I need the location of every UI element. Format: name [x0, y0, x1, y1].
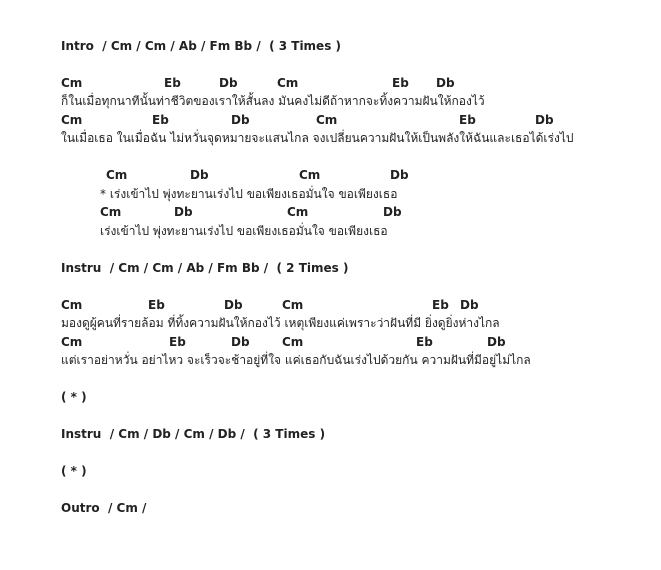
- chord-label: Db: [487, 335, 506, 349]
- chord-label: Cm: [61, 113, 83, 127]
- chord-label: Cm: [61, 76, 83, 90]
- chord-label: Eb: [148, 298, 165, 312]
- verse1-line1-chords: [0, 76, 661, 90]
- chord-label: Cm: [282, 335, 304, 349]
- verse1-line2-lyric: ในเมื่อเธอ ในเมื่อฉัน ไม่หวั่นจุดหมายจะแสนไกล จงเปลี่ยนความฝันให้เป็นพลังให้ฉันและเธอได้เร่งไป: [61, 131, 574, 145]
- chord-label: Db: [231, 113, 250, 127]
- verse2-line2-lyric: แต่เราอย่าหวั่น อย่าไหว จะเร็วจะช้าอยู่ที่ใจ แค่เธอกับฉันเร่งไปด้วยกัน ความฝันที่มีอยู่ไม่ไกล: [61, 353, 531, 367]
- chord-label: Eb: [432, 298, 449, 312]
- chord-label: Cm: [299, 168, 321, 182]
- chorus-line2-lyric: เร่งเข้าไป พุ่งทะยานเร่งไป ขอเพียงเธอมั่นใจ ขอเพียงเธอ: [100, 224, 388, 238]
- chord-label: Cm: [61, 298, 83, 312]
- chorus-line1-lyric: * เร่งเข้าไป พุ่งทะยานเร่งไป ขอเพียงเธอมั่นใจ ขอเพียงเธอ: [100, 187, 398, 201]
- instru1-line: Instru / Cm / Cm / Ab / Fm Bb / ( 2 Times ): [61, 261, 349, 275]
- chord-label: Db: [231, 335, 250, 349]
- instru2-line: Instru / Cm / Db / Cm / Db / ( 3 Times ): [61, 427, 326, 441]
- verse2-line2-chords: [0, 335, 661, 349]
- chorus-repeat-marker-2: ( * ): [61, 464, 87, 478]
- chord-label: Db: [190, 168, 209, 182]
- outro-line: Outro / Cm /: [61, 501, 147, 515]
- chord-label: Cm: [287, 205, 309, 219]
- chord-label: Db: [224, 298, 243, 312]
- verse1-line1-lyric: ก็ในเมื่อทุกนาทีนั้นท่าชีวิตของเราให้สั้นลง มันคงไม่ดีถ้าหากจะทิ้งความฝันให้กองไว้: [61, 94, 485, 108]
- chord-label: Eb: [152, 113, 169, 127]
- chord-label: Db: [436, 76, 455, 90]
- chord-label: Db: [219, 76, 238, 90]
- intro-line: Intro / Cm / Cm / Ab / Fm Bb / ( 3 Times ): [61, 39, 342, 53]
- chord-label: Eb: [392, 76, 409, 90]
- verse1-line2-chords: [0, 113, 661, 127]
- chorus-line2-chords: [0, 205, 661, 219]
- chord-label: Eb: [416, 335, 433, 349]
- chord-label: Eb: [164, 76, 181, 90]
- chord-label: Db: [390, 168, 409, 182]
- chord-label: Cm: [282, 298, 304, 312]
- chord-label: Cm: [61, 335, 83, 349]
- verse2-line1-chords: [0, 298, 661, 312]
- chord-label: Db: [383, 205, 402, 219]
- chord-label: Cm: [277, 76, 299, 90]
- chorus-repeat-marker: ( * ): [61, 390, 87, 404]
- verse2-line1-lyric: มองดูผู้คนที่รายล้อม ที่ทิ้งความฝันให้กองไว้ เหตุเพียงแค่เพราะว่าฝันที่มี ยิ่งดูยิ่งห่างไกล: [61, 316, 500, 330]
- chord-label: Cm: [316, 113, 338, 127]
- chorus-line1-chords: [0, 168, 661, 182]
- chord-label: Db: [460, 298, 479, 312]
- chord-label: Eb: [459, 113, 476, 127]
- chord-label: Eb: [169, 335, 186, 349]
- chord-label: Db: [535, 113, 554, 127]
- chord-label: Db: [174, 205, 193, 219]
- chord-label: Cm: [106, 168, 128, 182]
- chord-label: Cm: [100, 205, 122, 219]
